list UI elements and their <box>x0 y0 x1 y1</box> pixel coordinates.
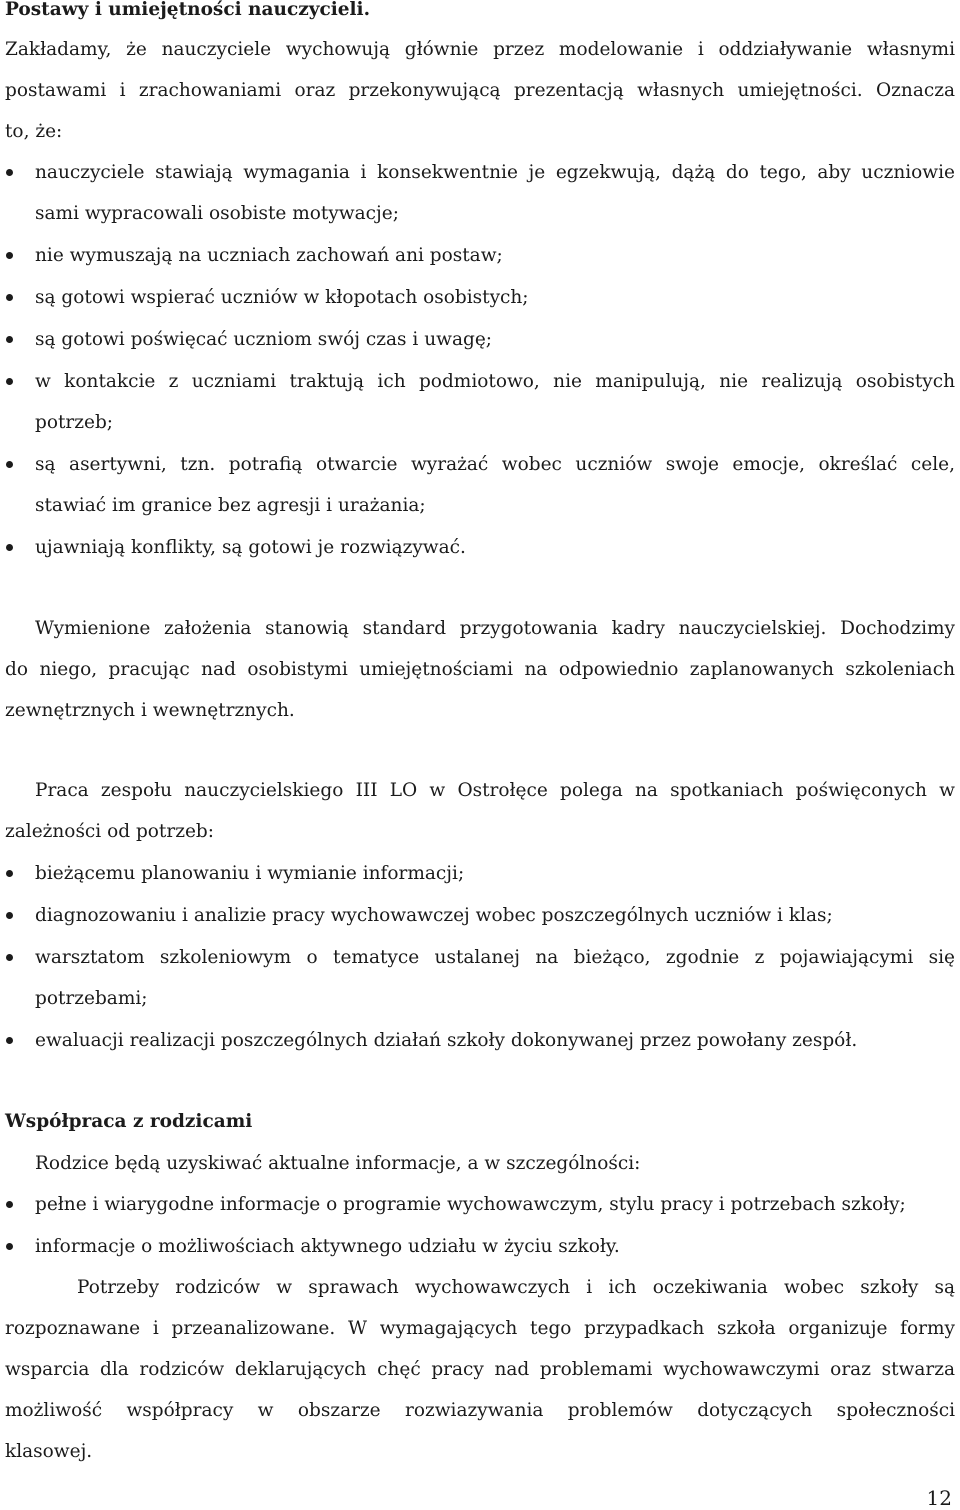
paragraph-line: zewnętrznych i wewnętrznych. <box>5 700 295 721</box>
bullet-icon <box>6 870 13 877</box>
paragraph-line: Rodzice będą uzyskiwać aktualne informacje, a w szczególności: <box>35 1153 641 1174</box>
list-item: ewaluacji realizacji poszczególnych działań szkoły dokonywanej przez powołany zespół. <box>35 1030 858 1051</box>
paragraph-line: Potrzeby rodziców w sprawach wychowawczych i ich oczekiwania wobec szkoły są <box>77 1277 955 1298</box>
list-item: są gotowi wspierać uczniów w kłopotach osobistych; <box>35 287 529 308</box>
bullet-icon <box>6 294 13 301</box>
page-number: 12 <box>926 1486 952 1510</box>
paragraph-line: wsparcia dla rodziców deklarujących chęć pracy nad problemami wychowawczymi oraz stwarza <box>5 1359 955 1380</box>
bullet-icon <box>6 461 13 468</box>
bullet-icon <box>6 544 13 551</box>
list-item: nie wymuszają na uczniach zachowań ani postaw; <box>35 245 503 266</box>
paragraph-line: postawami i zrachowaniami oraz przekonywującą prezentacją własnych umiejętności. Oznacza <box>5 80 955 101</box>
list-item: nauczyciele stawiają wymagania i konsekwentnie je egzekwują, dążą do tego, aby uczniowie <box>35 162 955 183</box>
list-item-continuation: potrzeb; <box>35 412 114 433</box>
paragraph-line: Praca zespołu nauczycielskiego III LO w Ostrołęce polega na spotkaniach poświęconych w <box>35 780 955 801</box>
list-item: bieżącemu planowaniu i wymianie informacji; <box>35 863 465 884</box>
list-item: są asertywni, tzn. potrafią otwarcie wyrażać wobec uczniów swoje emocje, określać cele, <box>35 454 955 475</box>
paragraph-line: to, że: <box>5 121 63 142</box>
paragraph-line: Wymienione założenia stanowią standard przygotowania kadry nauczycielskiej. Dochodzimy <box>35 618 955 639</box>
section-heading-parents: Współpraca z rodzicami <box>5 1111 253 1132</box>
list-item: informacje o możliwościach aktywnego udziału w życiu szkoły. <box>35 1236 620 1257</box>
list-item: diagnozowaniu i analizie pracy wychowawczej wobec poszczególnych uczniów i klas; <box>35 905 833 926</box>
bullet-icon <box>6 252 13 259</box>
bullet-icon <box>6 954 13 961</box>
list-item: pełne i wiarygodne informacje o programie wychowawczym, stylu pracy i potrzebach szkoły; <box>35 1194 906 1215</box>
list-item-continuation: sami wypracowali osobiste motywacje; <box>35 203 399 224</box>
list-item-continuation: potrzebami; <box>35 988 148 1009</box>
bullet-icon <box>6 169 13 176</box>
list-item: są gotowi poświęcać uczniom swój czas i uwagę; <box>35 329 493 350</box>
list-item-continuation: stawiać im granice bez agresji i urażania; <box>35 495 426 516</box>
paragraph-line: zależności od potrzeb: <box>5 821 214 842</box>
paragraph-line: do niego, pracując nad osobistymi umiejętnościami na odpowiednio zaplanowanych szkoleniach <box>5 659 955 680</box>
paragraph-line: rozpoznawane i przeanalizowane. W wymagających tego przypadkach szkoła organizuje formy <box>5 1318 955 1339</box>
section-heading-teachers: Postawy i umiejętności nauczycieli. <box>5 0 371 20</box>
paragraph-line: Zakładamy, że nauczyciele wychowują głównie przez modelowanie i oddziaływanie własnymi <box>5 39 955 60</box>
list-item: w kontakcie z uczniami traktują ich podmiotowo, nie manipulują, nie realizują osobistych <box>35 371 955 392</box>
bullet-icon <box>6 1037 13 1044</box>
bullet-icon <box>6 1243 13 1250</box>
list-item: ujawniają konflikty, są gotowi je rozwiązywać. <box>35 537 466 558</box>
list-item: warsztatom szkoleniowym o tematyce ustalanej na bieżąco, zgodnie z pojawiającymi się <box>35 947 955 968</box>
paragraph-line: klasowej. <box>5 1441 93 1462</box>
bullet-icon <box>6 378 13 385</box>
bullet-icon <box>6 912 13 919</box>
bullet-icon <box>6 1201 13 1208</box>
paragraph-line: możliwość współpracy w obszarze rozwiazywania problemów dotyczących społeczności <box>5 1400 955 1421</box>
bullet-icon <box>6 336 13 343</box>
